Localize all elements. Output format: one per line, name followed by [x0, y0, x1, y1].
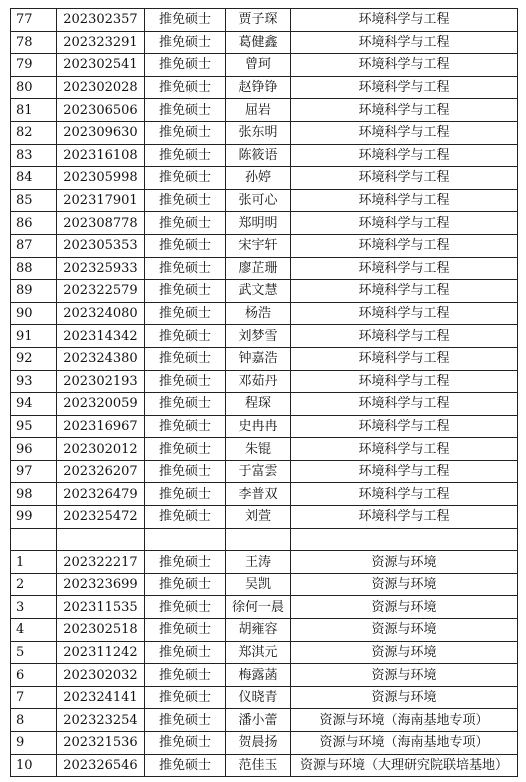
cell-student-id: 202302357: [57, 9, 145, 32]
cell-number: 84: [11, 167, 57, 190]
cell-student-id: 202311535: [57, 596, 145, 619]
cell-student-name: 郑淇元: [226, 641, 291, 664]
cell-student-name: 孙婷: [226, 167, 291, 190]
cell-admission-type: 推免硕士: [145, 9, 226, 32]
table-row: [11, 76, 518, 99]
cell-number: 77: [11, 9, 57, 32]
cell-major: 环境科学与工程: [291, 483, 518, 506]
cell-student-id: 202323291: [57, 31, 145, 54]
cell-student-id: 202324380: [57, 347, 145, 370]
cell-student-name: 于富雲: [226, 460, 291, 483]
cell-student-name: 李普双: [226, 483, 291, 506]
cell-student-name: 杨浩: [226, 302, 291, 325]
cell-admission-type: 推免硕士: [145, 483, 226, 506]
cell-student-id: 202316108: [57, 144, 145, 167]
cell-student-id: 202325472: [57, 506, 145, 529]
table-row: [11, 415, 518, 438]
cell-student-id: 202323254: [57, 709, 145, 732]
cell-student-id: 202323699: [57, 573, 145, 596]
table-row: [11, 506, 518, 529]
cell-student-id: 202302012: [57, 438, 145, 461]
cell-number: 91: [11, 325, 57, 348]
cell-major: 资源与环境: [291, 551, 518, 574]
cell-admission-type: 推免硕士: [145, 121, 226, 144]
table-row: [11, 483, 518, 506]
table-row: [11, 732, 518, 755]
cell-admission-type: 推免硕士: [145, 415, 226, 438]
cell-admission-type: 推免硕士: [145, 325, 226, 348]
cell-major: 资源与环境: [291, 664, 518, 687]
cell-student-name: 廖芷珊: [226, 257, 291, 280]
cell-student-id: 202326207: [57, 460, 145, 483]
cell-number: 4: [11, 619, 57, 642]
cell-admission-type: 推免硕士: [145, 189, 226, 212]
cell-major: 环境科学与工程: [291, 189, 518, 212]
cell-admission-type: 推免硕士: [145, 619, 226, 642]
cell-major: 环境科学与工程: [291, 144, 518, 167]
cell-major: 资源与环境: [291, 619, 518, 642]
cell-student-name: 胡雍容: [226, 619, 291, 642]
table-row: [11, 257, 518, 280]
cell-major: 环境科学与工程: [291, 280, 518, 303]
cell-major: 资源与环境（海南基地专项）: [291, 709, 518, 732]
cell-admission-type: 推免硕士: [145, 596, 226, 619]
cell-number: 1: [11, 551, 57, 574]
cell-student-id: 202314342: [57, 325, 145, 348]
cell-number: 94: [11, 393, 57, 416]
table-row: [11, 325, 518, 348]
cell-admission-type: 推免硕士: [145, 709, 226, 732]
cell-student-name: 曾珂: [226, 54, 291, 77]
cell-admission-type: 推免硕士: [145, 347, 226, 370]
cell-student-name: 史冉冉: [226, 415, 291, 438]
cell-student-id: 202322579: [57, 280, 145, 303]
cell-number: 79: [11, 54, 57, 77]
table-row: [11, 709, 518, 732]
cell-student-id: 202316967: [57, 415, 145, 438]
cell-admission-type: 推免硕士: [145, 732, 226, 755]
cell-major: 环境科学与工程: [291, 167, 518, 190]
cell-major: 环境科学与工程: [291, 347, 518, 370]
cell-admission-type: 推免硕士: [145, 506, 226, 529]
table-row: [11, 460, 518, 483]
cell-admission-type: 推免硕士: [145, 54, 226, 77]
table-row: [11, 551, 518, 574]
table-row: [11, 754, 518, 777]
cell-number: 85: [11, 189, 57, 212]
table-row: [11, 664, 518, 687]
cell-major: 环境科学与工程: [291, 257, 518, 280]
cell-student-id: 202320059: [57, 393, 145, 416]
cell-major: 资源与环境: [291, 573, 518, 596]
cell-student-name: 葛健鑫: [226, 31, 291, 54]
cell-student-name: 范佳玉: [226, 754, 291, 777]
cell-student-name: 宋宇轩: [226, 234, 291, 257]
table-row: [11, 573, 518, 596]
cell-number: 5: [11, 641, 57, 664]
blank-separator-row: [11, 528, 518, 551]
cell-student-name: 吴凯: [226, 573, 291, 596]
cell-student-id: 202311242: [57, 641, 145, 664]
blank-cell: [11, 528, 57, 551]
cell-number: 8: [11, 709, 57, 732]
cell-number: 97: [11, 460, 57, 483]
cell-number: 93: [11, 370, 57, 393]
cell-student-id: 202302032: [57, 664, 145, 687]
table-row: [11, 619, 518, 642]
cell-student-name: 武文慧: [226, 280, 291, 303]
cell-number: 99: [11, 506, 57, 529]
cell-number: 87: [11, 234, 57, 257]
cell-student-id: 202326479: [57, 483, 145, 506]
cell-student-name: 陈筱语: [226, 144, 291, 167]
cell-student-name: 梅露菡: [226, 664, 291, 687]
cell-admission-type: 推免硕士: [145, 280, 226, 303]
table-row: [11, 596, 518, 619]
admission-list-table: [10, 8, 518, 777]
cell-admission-type: 推免硕士: [145, 393, 226, 416]
cell-student-name: 张东明: [226, 121, 291, 144]
cell-student-name: 徐何一晨: [226, 596, 291, 619]
cell-major: 环境科学与工程: [291, 121, 518, 144]
cell-major: 资源与环境: [291, 686, 518, 709]
cell-number: 86: [11, 212, 57, 235]
cell-student-id: 202302518: [57, 619, 145, 642]
cell-student-name: 潘小蕾: [226, 709, 291, 732]
cell-student-name: 郑明明: [226, 212, 291, 235]
cell-number: 7: [11, 686, 57, 709]
cell-major: 环境科学与工程: [291, 9, 518, 32]
cell-number: 90: [11, 302, 57, 325]
blank-cell: [57, 528, 145, 551]
cell-student-name: 贺晨扬: [226, 732, 291, 755]
cell-number: 89: [11, 280, 57, 303]
cell-admission-type: 推免硕士: [145, 460, 226, 483]
cell-major: 资源与环境: [291, 596, 518, 619]
cell-student-id: 202326546: [57, 754, 145, 777]
cell-major: 环境科学与工程: [291, 415, 518, 438]
cell-student-name: 邓茹丹: [226, 370, 291, 393]
cell-major: 资源与环境（海南基地专项）: [291, 732, 518, 755]
cell-number: 80: [11, 76, 57, 99]
cell-student-id: 202324080: [57, 302, 145, 325]
table-row: [11, 280, 518, 303]
table-row: [11, 302, 518, 325]
blank-cell: [291, 528, 518, 551]
cell-major: 环境科学与工程: [291, 438, 518, 461]
blank-cell: [145, 528, 226, 551]
cell-admission-type: 推免硕士: [145, 234, 226, 257]
cell-number: 10: [11, 754, 57, 777]
cell-student-name: 张可心: [226, 189, 291, 212]
cell-student-name: 朱锟: [226, 438, 291, 461]
cell-major: 资源与环境: [291, 641, 518, 664]
cell-number: 9: [11, 732, 57, 755]
cell-student-id: 202302028: [57, 76, 145, 99]
cell-student-name: 贾子琛: [226, 9, 291, 32]
cell-major: 环境科学与工程: [291, 302, 518, 325]
cell-student-id: 202325933: [57, 257, 145, 280]
cell-major: 环境科学与工程: [291, 460, 518, 483]
cell-student-name: 王涛: [226, 551, 291, 574]
cell-student-name: 屈岩: [226, 99, 291, 122]
cell-number: 92: [11, 347, 57, 370]
cell-admission-type: 推免硕士: [145, 573, 226, 596]
cell-student-name: 刘萱: [226, 506, 291, 529]
cell-major: 环境科学与工程: [291, 325, 518, 348]
table-row: [11, 189, 518, 212]
cell-number: 2: [11, 573, 57, 596]
cell-number: 6: [11, 664, 57, 687]
table-row: [11, 438, 518, 461]
cell-student-id: 202322217: [57, 551, 145, 574]
cell-major: 环境科学与工程: [291, 370, 518, 393]
cell-student-id: 202305998: [57, 167, 145, 190]
cell-student-id: 202321536: [57, 732, 145, 755]
cell-admission-type: 推免硕士: [145, 76, 226, 99]
table-row: [11, 347, 518, 370]
cell-number: 3: [11, 596, 57, 619]
cell-number: 81: [11, 99, 57, 122]
table-row: [11, 31, 518, 54]
cell-student-name: 程琛: [226, 393, 291, 416]
cell-student-name: 仪晓青: [226, 686, 291, 709]
cell-student-id: 202305353: [57, 234, 145, 257]
cell-admission-type: 推免硕士: [145, 99, 226, 122]
table-row: [11, 9, 518, 32]
table-row: [11, 370, 518, 393]
cell-admission-type: 推免硕士: [145, 257, 226, 280]
table-row: [11, 99, 518, 122]
cell-major: 环境科学与工程: [291, 506, 518, 529]
cell-major: 环境科学与工程: [291, 54, 518, 77]
cell-admission-type: 推免硕士: [145, 144, 226, 167]
table-row: [11, 54, 518, 77]
cell-admission-type: 推免硕士: [145, 302, 226, 325]
cell-major: 环境科学与工程: [291, 76, 518, 99]
table-row: [11, 393, 518, 416]
cell-major: 环境科学与工程: [291, 393, 518, 416]
table-body: [11, 9, 518, 777]
cell-number: 88: [11, 257, 57, 280]
cell-admission-type: 推免硕士: [145, 551, 226, 574]
cell-student-id: 202317901: [57, 189, 145, 212]
cell-admission-type: 推免硕士: [145, 664, 226, 687]
cell-student-name: 刘梦雪: [226, 325, 291, 348]
cell-number: 95: [11, 415, 57, 438]
cell-number: 83: [11, 144, 57, 167]
cell-number: 96: [11, 438, 57, 461]
cell-student-id: 202324141: [57, 686, 145, 709]
cell-student-id: 202308778: [57, 212, 145, 235]
cell-major: 环境科学与工程: [291, 212, 518, 235]
cell-number: 82: [11, 121, 57, 144]
cell-major: 环境科学与工程: [291, 234, 518, 257]
cell-admission-type: 推免硕士: [145, 167, 226, 190]
table-row: [11, 144, 518, 167]
cell-major: 环境科学与工程: [291, 99, 518, 122]
blank-cell: [226, 528, 291, 551]
cell-admission-type: 推免硕士: [145, 31, 226, 54]
table-row: [11, 212, 518, 235]
cell-student-id: 202309630: [57, 121, 145, 144]
table-row: [11, 121, 518, 144]
cell-admission-type: 推免硕士: [145, 438, 226, 461]
cell-major: 环境科学与工程: [291, 31, 518, 54]
cell-student-id: 202302193: [57, 370, 145, 393]
cell-number: 98: [11, 483, 57, 506]
cell-admission-type: 推免硕士: [145, 370, 226, 393]
cell-student-id: 202302541: [57, 54, 145, 77]
cell-admission-type: 推免硕士: [145, 641, 226, 664]
cell-student-name: 钟嘉浩: [226, 347, 291, 370]
cell-admission-type: 推免硕士: [145, 754, 226, 777]
table-row: [11, 686, 518, 709]
cell-admission-type: 推免硕士: [145, 212, 226, 235]
cell-major: 资源与环境（大理研究院联培基地）: [291, 754, 518, 777]
cell-student-id: 202306506: [57, 99, 145, 122]
cell-number: 78: [11, 31, 57, 54]
cell-admission-type: 推免硕士: [145, 686, 226, 709]
table-row: [11, 234, 518, 257]
table-row: [11, 641, 518, 664]
table-row: [11, 167, 518, 190]
cell-student-name: 赵铮铮: [226, 76, 291, 99]
